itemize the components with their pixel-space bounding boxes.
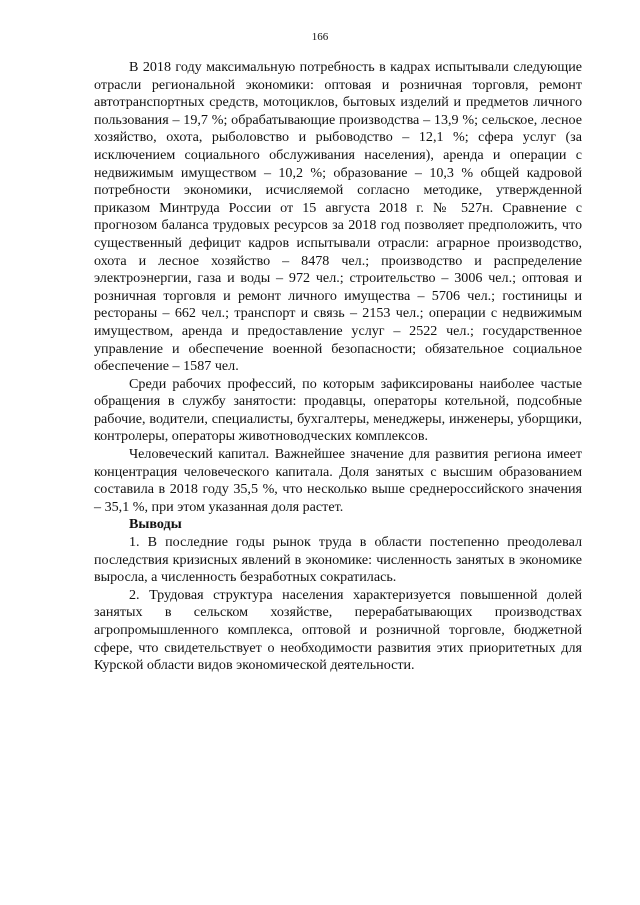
page-number: 166 [311, 31, 329, 43]
paragraph-human-capital: Человеческий капитал. Важнейшее значение для развития региона имеет концентрация человеческого капитала. Доля занятых с высшим образованием составила в 2018 году 35,5 %, что несколько выше среднероссийского значения – 35,1 %, при этом указанная доля растет. [94, 446, 582, 515]
paragraph-worker-professions: Среди рабочих профессий, по которым зафиксированы наиболее частые обращения в службу занятости: продавцы, операторы котельной, подсобные рабочие, водители, специалисты, бухгалтеры, менеджеры, инженеры, уборщики, контролеры, операторы животноводческих комплексов. [94, 375, 582, 445]
paragraph-labor-demand: В 2018 году максимальную потребность в кадрах испытывали следующие отрасли региональной экономики: оптовая и розничная торговля, ремонт автотранспортных средств, мотоциклов, бытовых изделий и предметов личного пользования – 19,7 %; обрабатывающие производства – 13,9 %; сельское, лесное хозяйство, охота, рыболовство и рыбоводство – 12,1 %; сфера услуг (за исключением социального обслуживания населения), аренда и операции с недвижимым имуществом – 10,2 %; образование – 10,3 % общей кадровой потребности экономики, исчисляемой согласно методике, утвержденной приказом Минтруда России от 15 августа 2018 г. № 527н. Сравнение с прогнозом баланса трудовых ресурсов за 2018 год позволяет предположить, что существенный дефицит кадров испытывали отрасли: аграрное производство, охота и лесное хозяйство – 8478 чел.; производство и распределение электроэнергии, газа и воды – 972 чел.; строительство – 3006 чел.; оптовая и розничная торговля и ремонт личного имущества – 5706 чел.; гостиницы и рестораны – 662 чел.; транспорт и связь – 2153 чел.; операции с недвижимым имуществом, аренда и предоставление услуг – 2522 чел.; государственное управление и обеспечение военной безопасности; обязательное социальное обеспечение – 1587 чел. [94, 59, 582, 375]
body-text [94, 59, 582, 675]
conclusion-item-1: 1. В последние годы рынок труда в области постепенно преодолевал последствия кризисных явлений в экономике: численность занятых в экономике выросла, а численность безработных сократилась. [94, 534, 582, 586]
conclusions-heading: Выводы [129, 516, 182, 533]
conclusion-item-2: 2. Трудовая структура населения характеризуется повышенной долей занятых в сельском хозяйстве, перерабатывающих производствах агропромышленного комплекса, оптовой и розничной торговле, бюджетной сфере, что свидетельствует о необходимости развития этих приоритетных для Курской области видов экономической деятельности. [94, 586, 582, 674]
